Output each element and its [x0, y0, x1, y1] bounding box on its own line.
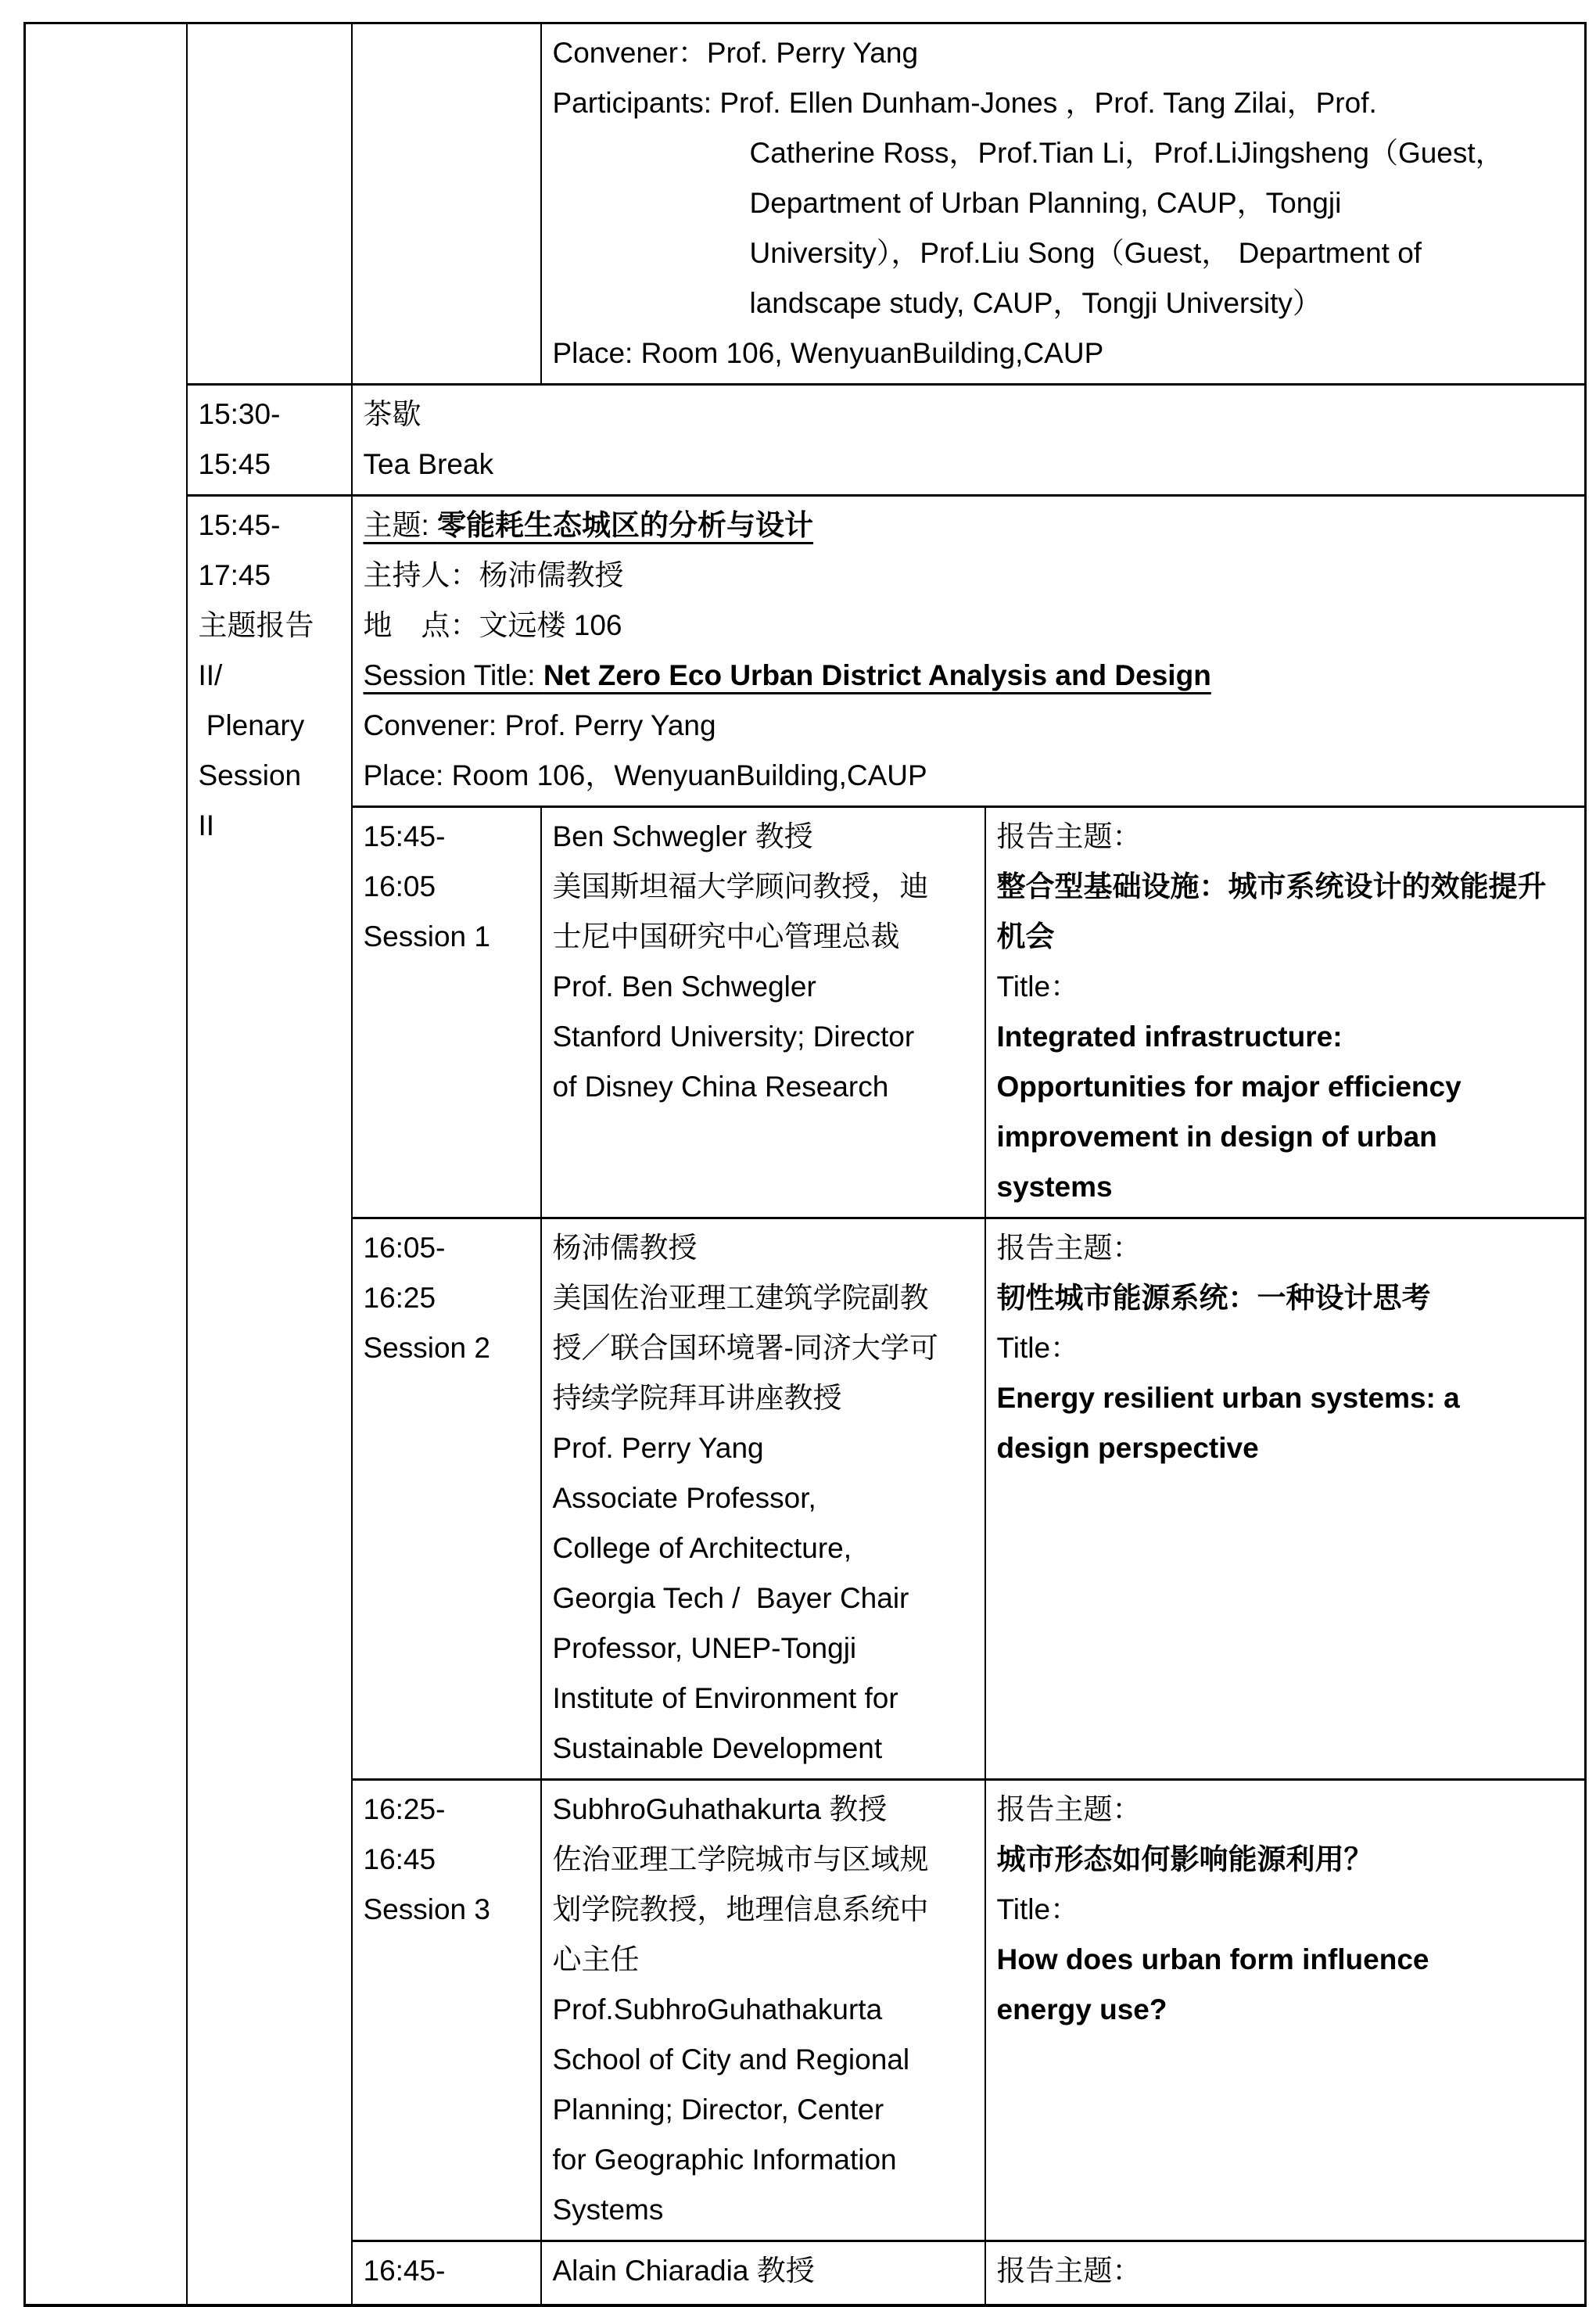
text-line: Participants: Prof. Ellen Dunham-Jones ，Prof. Tang Zilai，Prof.	[552, 87, 1377, 119]
cell-session4-time	[352, 2241, 541, 2306]
text-line: Department of Urban Planning, CAUP，Tongji	[749, 187, 1342, 219]
cell-tea-break-label	[352, 385, 1586, 496]
text-line: School of City and Regional	[552, 2043, 910, 2076]
agenda-page	[0, 22, 1596, 2305]
cell-session1-time	[352, 807, 541, 1218]
schedule-table	[23, 22, 1587, 2307]
text-line: Catherine Ross，Prof.Tian Li，Prof.LiJingsheng（Guest，	[749, 137, 1505, 169]
topic-underline-group	[364, 509, 814, 541]
text-line: improvement in design of urban	[996, 1121, 1437, 1153]
text-line: Planning; Director, Center	[552, 2094, 884, 2126]
text-line: Prof.SubhroGuhathakurta	[552, 1993, 883, 2025]
text-line: 报告主题：	[996, 1232, 1142, 1264]
text-line: Professor, UNEP-Tongji	[552, 1632, 857, 1664]
text-line: 16:05	[363, 870, 436, 902]
cell-left-margin-column	[25, 23, 187, 2306]
text-line: design perspective	[996, 1432, 1259, 1464]
text-line: Session 1	[363, 920, 490, 953]
text-line: 美国佐治亚理工建筑学院副教	[552, 1282, 929, 1314]
text-line: 士尼中国研究中心管理总裁	[552, 920, 900, 953]
text-line: Title：	[996, 1893, 1080, 1925]
text-line: 城市形态如何影响能源利用？	[996, 1843, 1373, 1875]
text-line: Title：	[996, 971, 1080, 1003]
text-line: 主题报告	[198, 609, 314, 641]
text-line: Ben Schwegler 教授	[552, 820, 813, 852]
text-line: 16:05-	[363, 1232, 446, 1264]
cell-session1-speaker	[541, 807, 985, 1218]
cell-session4-title	[985, 2241, 1586, 2306]
session-title-en	[364, 651, 1579, 701]
cell-session1-title	[985, 807, 1586, 1218]
text-line: 持续学院拜耳讲座教授	[552, 1382, 842, 1414]
text-line: Tea Break	[363, 448, 494, 480]
text-line: II/	[198, 659, 223, 691]
session-title-underline-group	[364, 659, 1211, 691]
text-line: College of Architecture,	[552, 1532, 852, 1564]
cell-roundtable-info	[541, 23, 1586, 385]
text-line: 茶歇	[363, 398, 421, 430]
text-line: Energy resilient urban systems: a	[996, 1382, 1460, 1414]
session-host: 主持人：杨沛儒教授	[363, 559, 624, 591]
cell-session3-speaker	[541, 1780, 985, 2241]
session-title-text: Net Zero Eco Urban District Analysis and Design	[543, 659, 1211, 691]
topic-label: 主题:	[363, 509, 438, 541]
text-line: Session 2	[363, 1332, 490, 1364]
text-line: SubhroGuhathakurta 教授	[552, 1793, 888, 1825]
text-line: Session	[198, 759, 302, 791]
cell-session3-title	[985, 1780, 1586, 2241]
cell-r1-empty-time	[187, 23, 352, 385]
text-line: Institute of Environment for	[552, 1682, 898, 1714]
session-title-label: Session Title:	[363, 659, 543, 691]
row-roundtable	[25, 23, 1586, 385]
text-line: Associate Professor,	[552, 1482, 816, 1514]
text-line: Integrated infrastructure:	[996, 1021, 1343, 1053]
text-line: 心主任	[552, 1943, 640, 1975]
text-line: Convener：Prof. Perry Yang	[552, 37, 919, 69]
text-line: 15:30-	[198, 398, 281, 430]
text-line: Prof. Perry Yang	[552, 1432, 764, 1464]
text-line: University），Prof.Liu Song（Guest， Department of	[749, 237, 1422, 269]
cell-plenary2-header	[352, 496, 1586, 807]
text-line: 16:25	[363, 1282, 436, 1314]
cell-session3-time	[352, 1780, 541, 2241]
text-line: 整合型基础设施：城市系统设计的效能提升	[996, 870, 1547, 902]
text-line: Opportunities for major efficiency	[996, 1071, 1462, 1103]
text-line: 美国斯坦福大学顾问教授，迪	[552, 870, 929, 902]
session-convener: Convener: Prof. Perry Yang	[363, 709, 716, 741]
text-line: Systems	[552, 2194, 664, 2226]
text-line: 15:45	[198, 448, 271, 480]
cell-session4-speaker	[541, 2241, 985, 2306]
text-line: Georgia Tech / Bayer Chair	[552, 1582, 909, 1614]
row-plenary2-header	[25, 496, 1586, 807]
cell-session2-time	[352, 1218, 541, 1780]
row-tea-break	[25, 385, 1586, 496]
text-line: 16:45	[363, 1843, 436, 1875]
text-line: energy use?	[996, 1993, 1167, 2025]
text-line: of Disney China Research	[552, 1071, 889, 1103]
text-line: 16:25-	[363, 1793, 446, 1825]
cell-r1-empty-session	[352, 23, 541, 385]
text-line: How does urban form influence	[996, 1943, 1429, 1975]
text-line: Place: Room 106, WenyuanBuilding,CAUP	[552, 337, 1104, 369]
session-topic-cn	[364, 501, 1579, 551]
text-line: Prof. Ben Schwegler	[552, 971, 816, 1003]
text-line: Title：	[996, 1332, 1080, 1364]
text-line: 报告主题：	[996, 820, 1142, 852]
text-line: landscape study, CAUP，Tongji University）	[749, 287, 1322, 319]
text-line: 佐治亚理工学院城市与区域规	[552, 1843, 929, 1875]
cell-tea-break-time	[187, 385, 352, 496]
text-line: 15:45-	[363, 820, 446, 852]
text-line: systems	[996, 1171, 1113, 1203]
session-place-cn: 地 点：文远楼 106	[363, 609, 622, 641]
text-line: 16:45-	[363, 2255, 446, 2287]
text-line: 15:45-	[198, 509, 281, 541]
cell-session2-title	[985, 1218, 1586, 1780]
text-line: Sustainable Development	[552, 1732, 883, 1764]
text-line: 杨沛儒教授	[552, 1232, 698, 1264]
text-line: 划学院教授，地理信息系统中	[552, 1893, 929, 1925]
cell-session2-speaker	[541, 1218, 985, 1780]
text-line: Stanford University; Director	[552, 1021, 915, 1053]
text-line: 授／联合国环境署-同济大学可	[552, 1332, 938, 1364]
text-line: Plenary	[198, 709, 305, 741]
text-line: 17:45	[198, 559, 271, 591]
text-line: II	[198, 809, 215, 841]
text-line: Alain Chiaradia 教授	[552, 2255, 815, 2287]
text-line: Session 3	[363, 1893, 490, 1925]
text-line: for Geographic Information	[552, 2144, 897, 2176]
text-line: 机会	[996, 920, 1055, 953]
text-line: 报告主题：	[996, 2255, 1142, 2287]
text-line: 报告主题：	[996, 1793, 1142, 1825]
cell-plenary2-time-label	[187, 496, 352, 2306]
text-line: 韧性城市能源系统：一种设计思考	[996, 1282, 1431, 1314]
topic-title-cn: 零能耗生态城区的分析与设计	[437, 509, 814, 541]
session-place-en: Place: Room 106，WenyuanBuilding,CAUP	[363, 759, 927, 791]
